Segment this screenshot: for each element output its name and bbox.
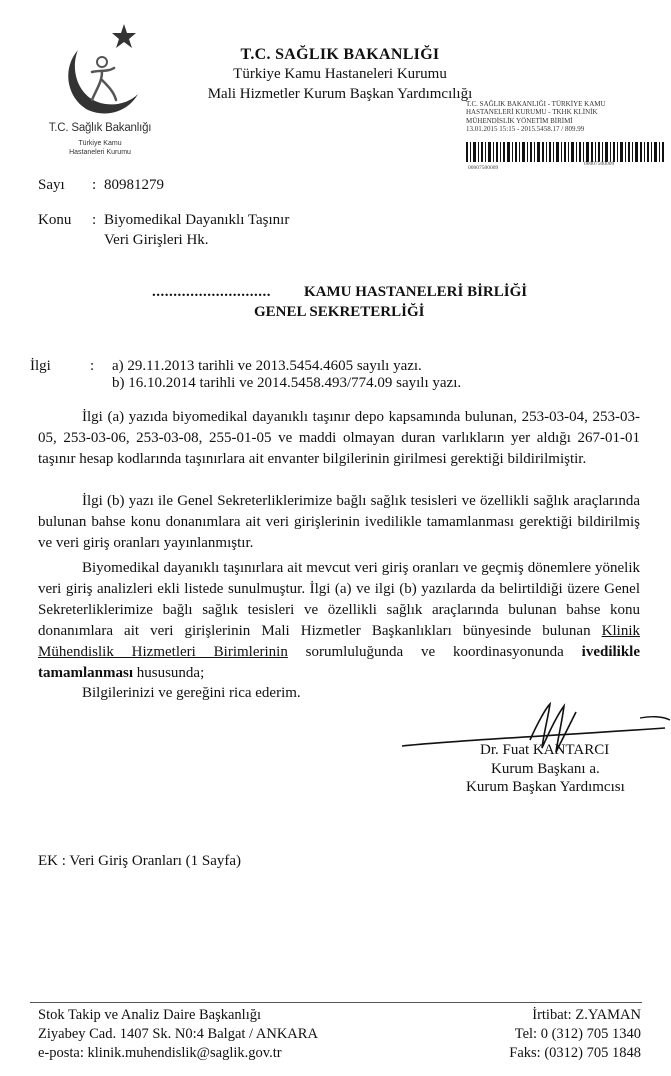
sayi-colon: : xyxy=(92,177,97,193)
logo-title: T.C. Sağlık Bakanlığı xyxy=(48,122,152,134)
p3-text-b: sorumluluğunda ve koordinasyonunda xyxy=(305,644,564,660)
konu-label: Konu xyxy=(38,212,72,228)
footer-phone: Tel: 0 (312) 705 1340 xyxy=(514,1026,641,1042)
stamp-line-2: HASTANELERİ KURUMU - TKHK KLİNİK xyxy=(466,108,598,117)
footer-contact: İrtibat: Z.YAMAN xyxy=(532,1007,641,1023)
addressee-line-2: GENEL SEKRETERLİĞİ xyxy=(254,304,425,320)
registry-stamp xyxy=(466,100,666,171)
p3-text-a: Biyomedikal dayanıklı taşınırlara ait mevcut veri giriş oranları ve geçmiş dönemlere yönelik veri giriş analizleri ekli listede sunulmuştur. İlgi (a) ve ilgi (b) yazılarda da belirtildiği üzere Genel Sekreterliklerimize bağlı sağlık tesisleri ve özellikli sağlık araçlarında bulunan bahse konu donanımlara ait veri girişlerinin Mali Hizmetler Başkanlıkları bünyesinde bulunan xyxy=(38,560,640,639)
logo-subtitle-1: Türkiye Kamu xyxy=(78,140,122,147)
header-department: Mali Hizmetler Kurum Başkan Yardımcılığı xyxy=(207,86,473,102)
body-paragraph-3 xyxy=(38,558,640,684)
stamp-line-4: 13.01.2015 15:15 - 2015.5458.17 / 809.99 xyxy=(466,125,585,134)
footer-divider xyxy=(30,1002,642,1003)
ilgi-b: b) 16.10.2014 tarihli ve 2014.5458.493/774.09 sayılı yazı. xyxy=(112,375,462,391)
ilgi-colon: : xyxy=(90,358,95,374)
p3-underlined-unit: Klinik Mühendislik Hizmetleri Birimlerinin xyxy=(38,623,640,660)
signatory-name: Dr. Fuat KANTARCI xyxy=(480,742,610,758)
barcode-icon xyxy=(466,142,664,162)
handwritten-signature xyxy=(400,700,671,770)
signatory-title-1: Kurum Başkanı a. xyxy=(491,761,600,777)
body-paragraph-1: İlgi (a) yazıda biyomedikal dayanıklı taşınır depo kapsamında bulunan, 253-03-04, 253-03-05, 253-03-06, 253-03-08, 255-01-05 ve maddi olmayan duran varlıkların yer aldığı 267-01-01 taşınır hesap kodlarında taşınırlara ait envanter bilgilerinin girilmesi gerektiği bildirilmiştir. xyxy=(38,409,640,467)
signatory-title-2: Kurum Başkan Yardımcısı xyxy=(466,779,625,795)
footer-address: Ziyabey Cad. 1407 Sk. N0:4 Balgat / ANKARA xyxy=(38,1026,318,1042)
footer-email: e-posta: klinik.muhendislik@saglik.gov.tr xyxy=(38,1045,282,1061)
stamp-line-1: T.C. SAĞLIK BAKANLIĞI - TÜRKİYE KAMU xyxy=(466,100,606,108)
ilgi-a: a) 29.11.2013 tarihli ve 2013.5454.4605 sayılı yazı. xyxy=(112,358,422,374)
barcode-number-right: 00007500009 xyxy=(584,161,615,167)
header-institution: Türkiye Kamu Hastaneleri Kurumu xyxy=(233,66,447,82)
sayi-value: 80981279 xyxy=(104,177,164,193)
body-paragraph-4: Bilgilerinizi ve gereğini rica ederim. xyxy=(82,685,301,701)
stamp-line-3: MÜHENDİSLİK YÖNETİM BİRİMİ xyxy=(466,116,573,125)
footer-fax: Faks: (0312) 705 1848 xyxy=(509,1045,641,1061)
sayi-label: Sayı xyxy=(38,177,65,193)
barcode-number-left: 00007500009 xyxy=(468,165,499,171)
ilgi-label: İlgi xyxy=(30,358,51,374)
p3-text-c: hususunda; xyxy=(136,665,205,681)
footer-department: Stok Takip ve Analiz Daire Başkanlığı xyxy=(38,1007,262,1023)
crescent-star-figure-icon xyxy=(58,20,142,120)
header-title: T.C. SAĞLIK BAKANLIĞI xyxy=(240,46,440,63)
addressee-dots: ............................ xyxy=(152,284,271,300)
konu-colon: : xyxy=(92,212,97,228)
logo-subtitle-2: Hastaneleri Kurumu xyxy=(69,149,131,156)
konu-line-1: Biyomedikal Dayanıklı Taşınır xyxy=(104,212,290,228)
addressee-line-1: KAMU HASTANELERİ BİRLİĞİ xyxy=(304,284,528,300)
body-paragraph-2: İlgi (b) yazı ile Genel Sekreterliklerimize bağlı sağlık tesisleri ve özellikli sağlık araçlarında bulunan bahse konu donanımlara ait veri girişlerinin ivedilikle tamamlanması gerektiği bildirilmiş ve veri giriş oranları yayınlanmıştır. xyxy=(38,493,640,551)
konu-line-2: Veri Girişleri Hk. xyxy=(104,232,209,248)
p3-bold-phrase: ivedilikle tamamlanması xyxy=(38,644,641,681)
attachment-note: EK : Veri Giriş Oranları (1 Sayfa) xyxy=(38,853,241,869)
